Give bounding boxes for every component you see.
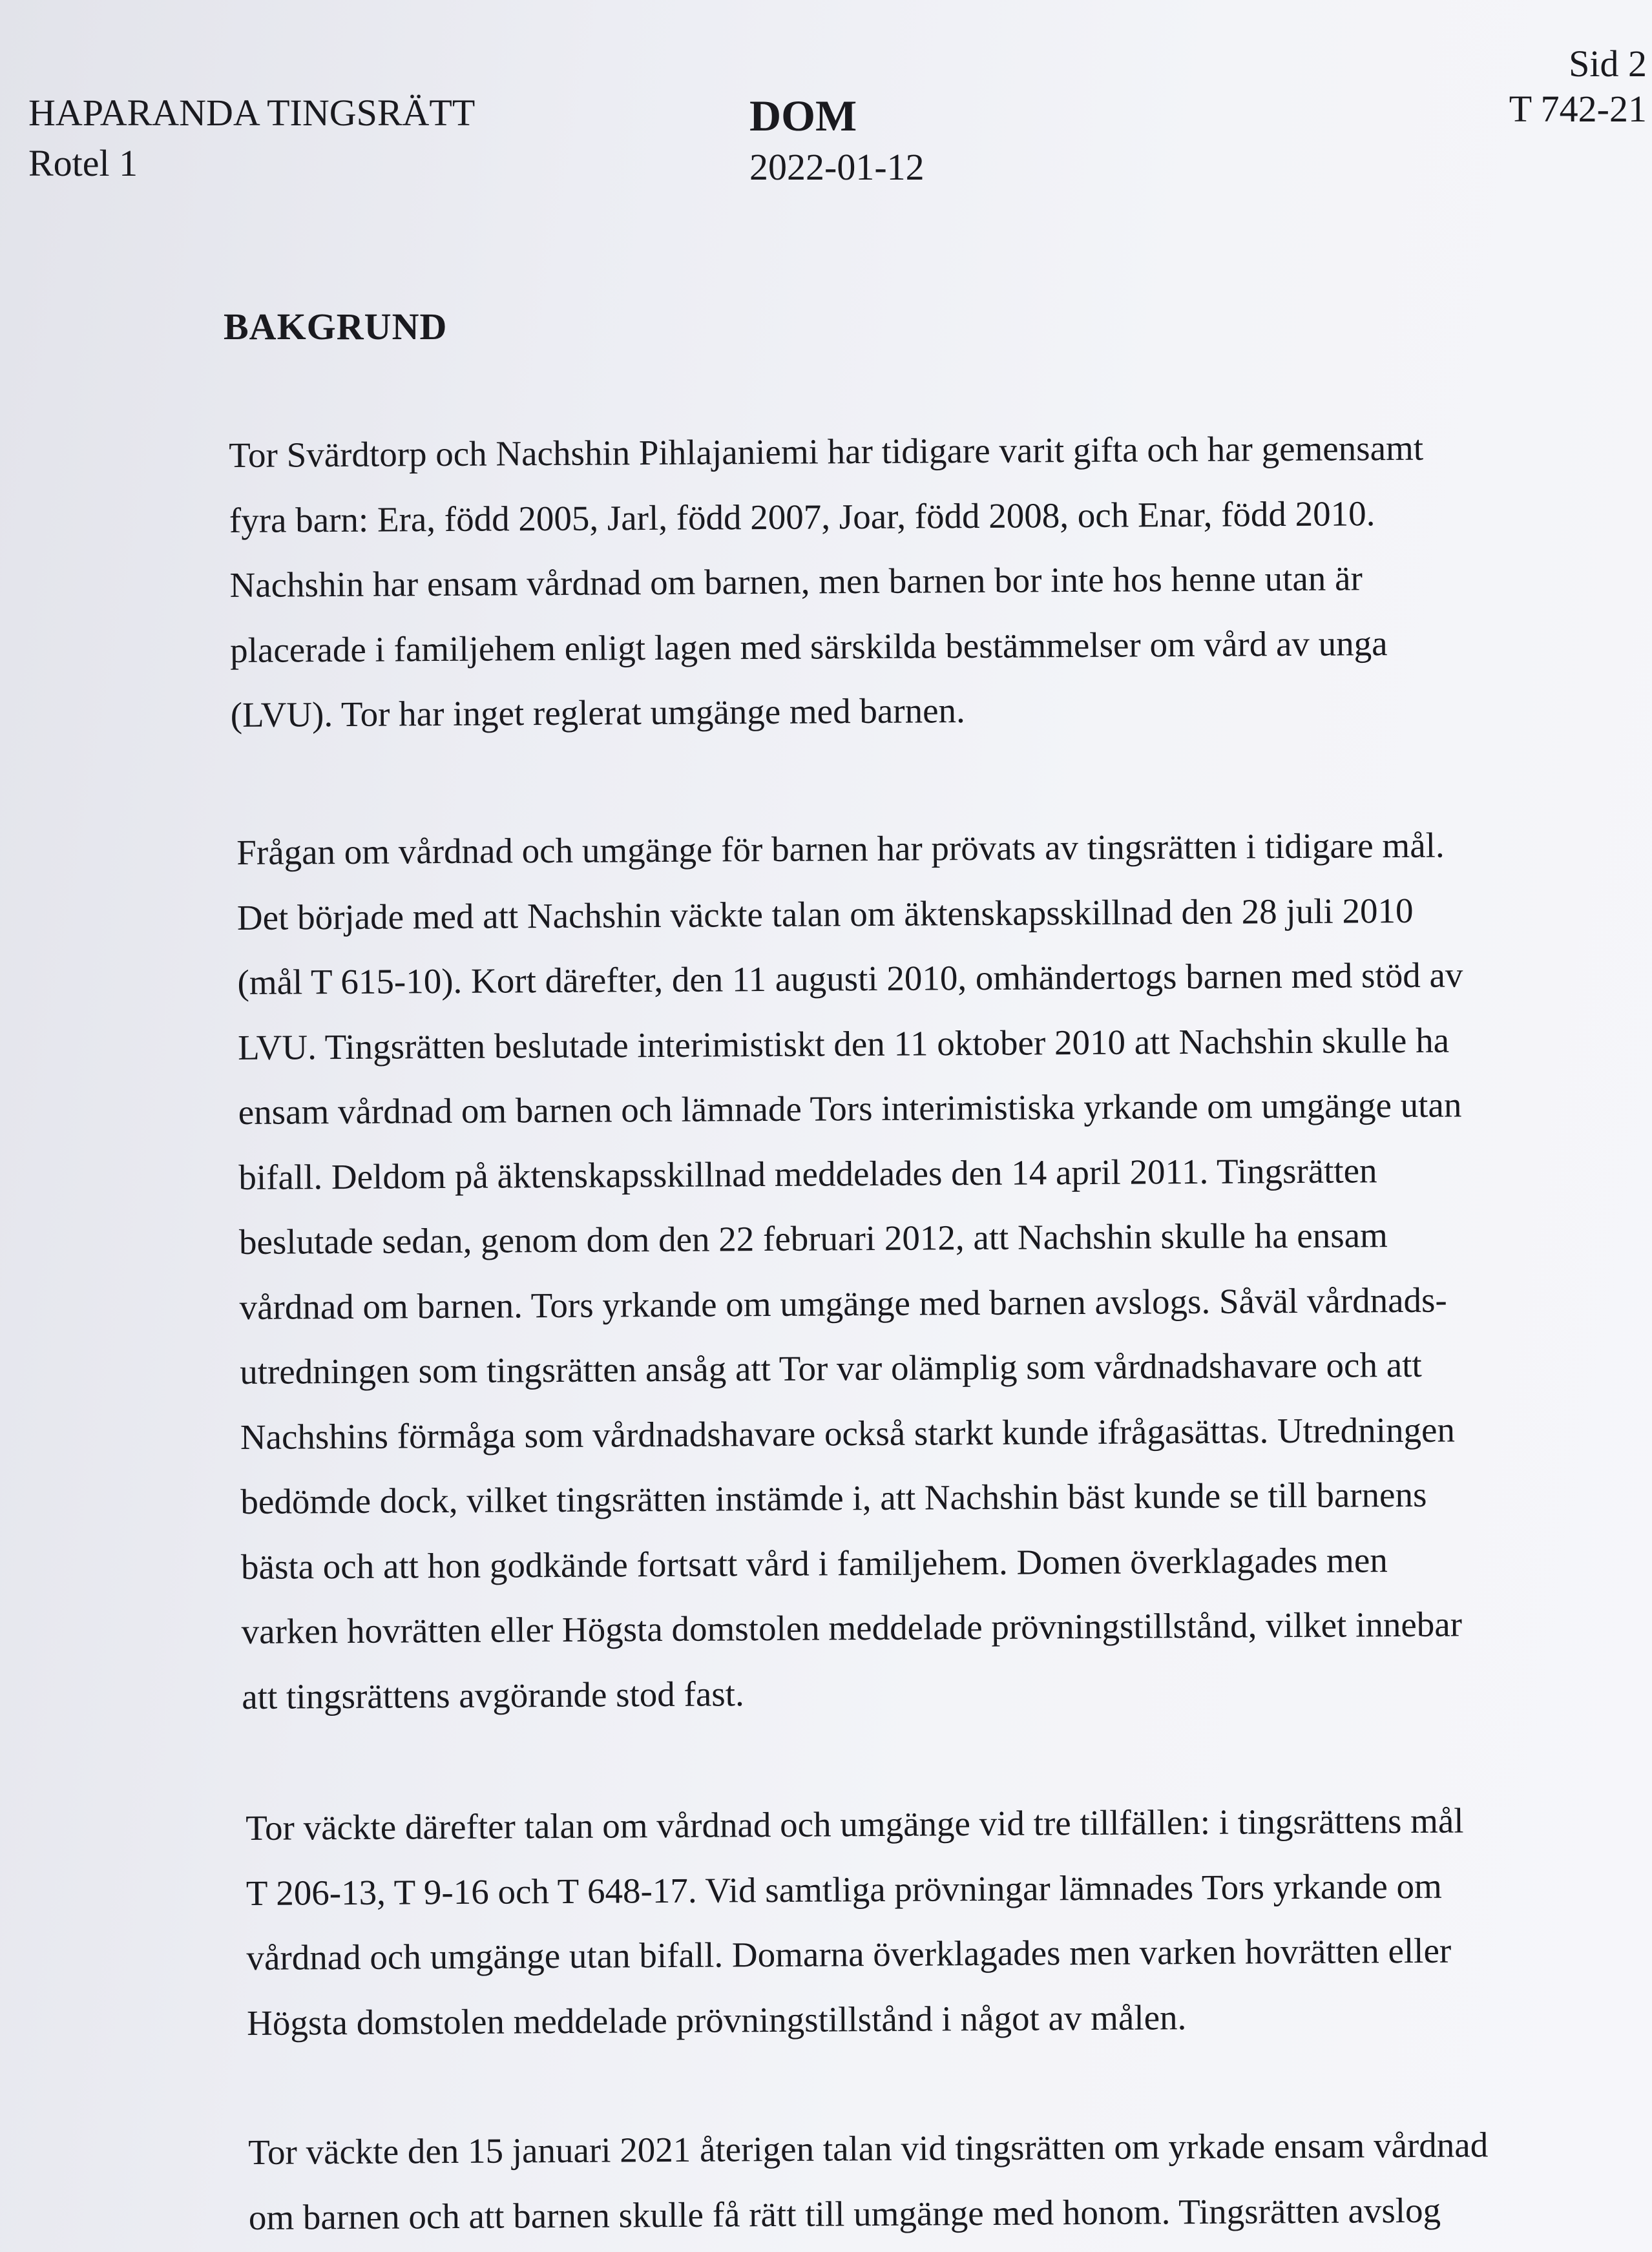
paragraph-line: T 206-13, T 9-16 och T 648-17. Vid samtliga prövningar lämnades Tors yrkande om (246, 1866, 1442, 1913)
section-heading: BAKGRUND (224, 306, 448, 348)
paragraph-line: Frågan om vårdnad och umgänge för barnen har prövats av tingsrätten i tidigare mål. (236, 825, 1445, 872)
paragraph-line: Nachshin har ensam vårdnad om barnen, men barnen bor inte hos henne utan är (229, 558, 1363, 605)
case-number: T 742-21 (1509, 88, 1647, 130)
paragraph-line: Nachshins förmåga som vårdnadshavare också starkt kunde ifrågasättas. Utredningen (240, 1409, 1456, 1457)
paragraph-line: om barnen och att barnen skulle få rätt till umgänge med honom. Tingsrätten avslog (248, 2190, 1441, 2237)
paragraph-line: placerade i familjehem enligt lagen med särskilda bestämmelser om vård av unga (229, 623, 1388, 670)
paragraph-line: varken hovrätten eller Högsta domstolen meddelade prövningstillstånd, vilket innebar (241, 1604, 1463, 1651)
paragraph-2 (236, 813, 1467, 1729)
paragraph-line: bifall. Deldom på äktenskapsskillnad meddelades den 14 april 2011. Tingsrätten (238, 1150, 1377, 1197)
document-type: DOM (749, 91, 857, 140)
paragraph-line: vårdnad om barnen. Tors yrkande om umgänge med barnen avslogs. Såväl vårdnads- (239, 1280, 1447, 1327)
court-division: Rotel 1 (28, 142, 138, 184)
paragraph-line: fyra barn: Era, född 2005, Jarl, född 2007, Joar, född 2008, och Enar, född 2010. (229, 493, 1375, 540)
court-name: HAPARANDA TINGSRÄTT (28, 92, 476, 134)
paragraph-line: vårdnad och umgänge utan bifall. Domarna överklagades men varken hovrätten eller (246, 1930, 1452, 1977)
page-number: Sid 2 (1569, 43, 1647, 85)
paragraph-line: bedömde dock, vilket tingsrätten instämde i, att Nachshin bäst kunde se till barnens (240, 1474, 1427, 1521)
paragraph-line: (mål T 615-10). Kort därefter, den 11 augusti 2010, omhändertogs barnen med stöd av (237, 955, 1463, 1002)
paragraph-line: bästa och att hon godkände fortsatt vård i familjehem. Domen överklagades men (240, 1539, 1388, 1587)
paragraph-line: (LVU). Tor har inget reglerat umgänge med barnen. (230, 691, 965, 735)
paragraph-line: ensam vårdnad om barnen och lämnade Tors interimistiska yrkande om umgänge utan (238, 1085, 1462, 1132)
paragraph-line: Tor väckte den 15 januari 2021 återigen talan vid tingsrätten om yrkade ensam vårdnad (248, 2125, 1489, 2172)
paragraph-line: att tingsrättens avgörande stod fast. (242, 1673, 744, 1716)
paragraph-3 (246, 1788, 1465, 2056)
paragraph-line: utredningen som tingsrätten ansåg att Tor var olämplig som vårdnadshavare och att (240, 1344, 1422, 1392)
paragraph-line: beslutade sedan, genom dom den 22 februari 2012, att Nachshin skulle ha ensam (238, 1215, 1388, 1262)
paragraph-line: Tor väckte därefter talan om vårdnad och umgänge vid tre tillfällen: i tingsrättens mål (246, 1800, 1464, 1848)
paragraph-1 (229, 416, 1425, 748)
paragraph-line: Det började med att Nachshin väckte talan om äktenskapsskillnad den 28 juli 2010 (236, 890, 1414, 937)
paragraph-4 (248, 2112, 1489, 2250)
paragraph-line: LVU. Tingsrätten beslutade interimistiskt den 11 oktober 2010 att Nachshin skulle ha (237, 1020, 1450, 1067)
paragraph-line: Högsta domstolen meddelade prövningstillstånd i något av målen. (246, 1997, 1187, 2043)
paragraph-line: Tor Svärdtorp och Nachshin Pihlajaniemi har tidigare varit gifta och har gemensamt (229, 428, 1424, 475)
document-date: 2022-01-12 (749, 146, 925, 188)
